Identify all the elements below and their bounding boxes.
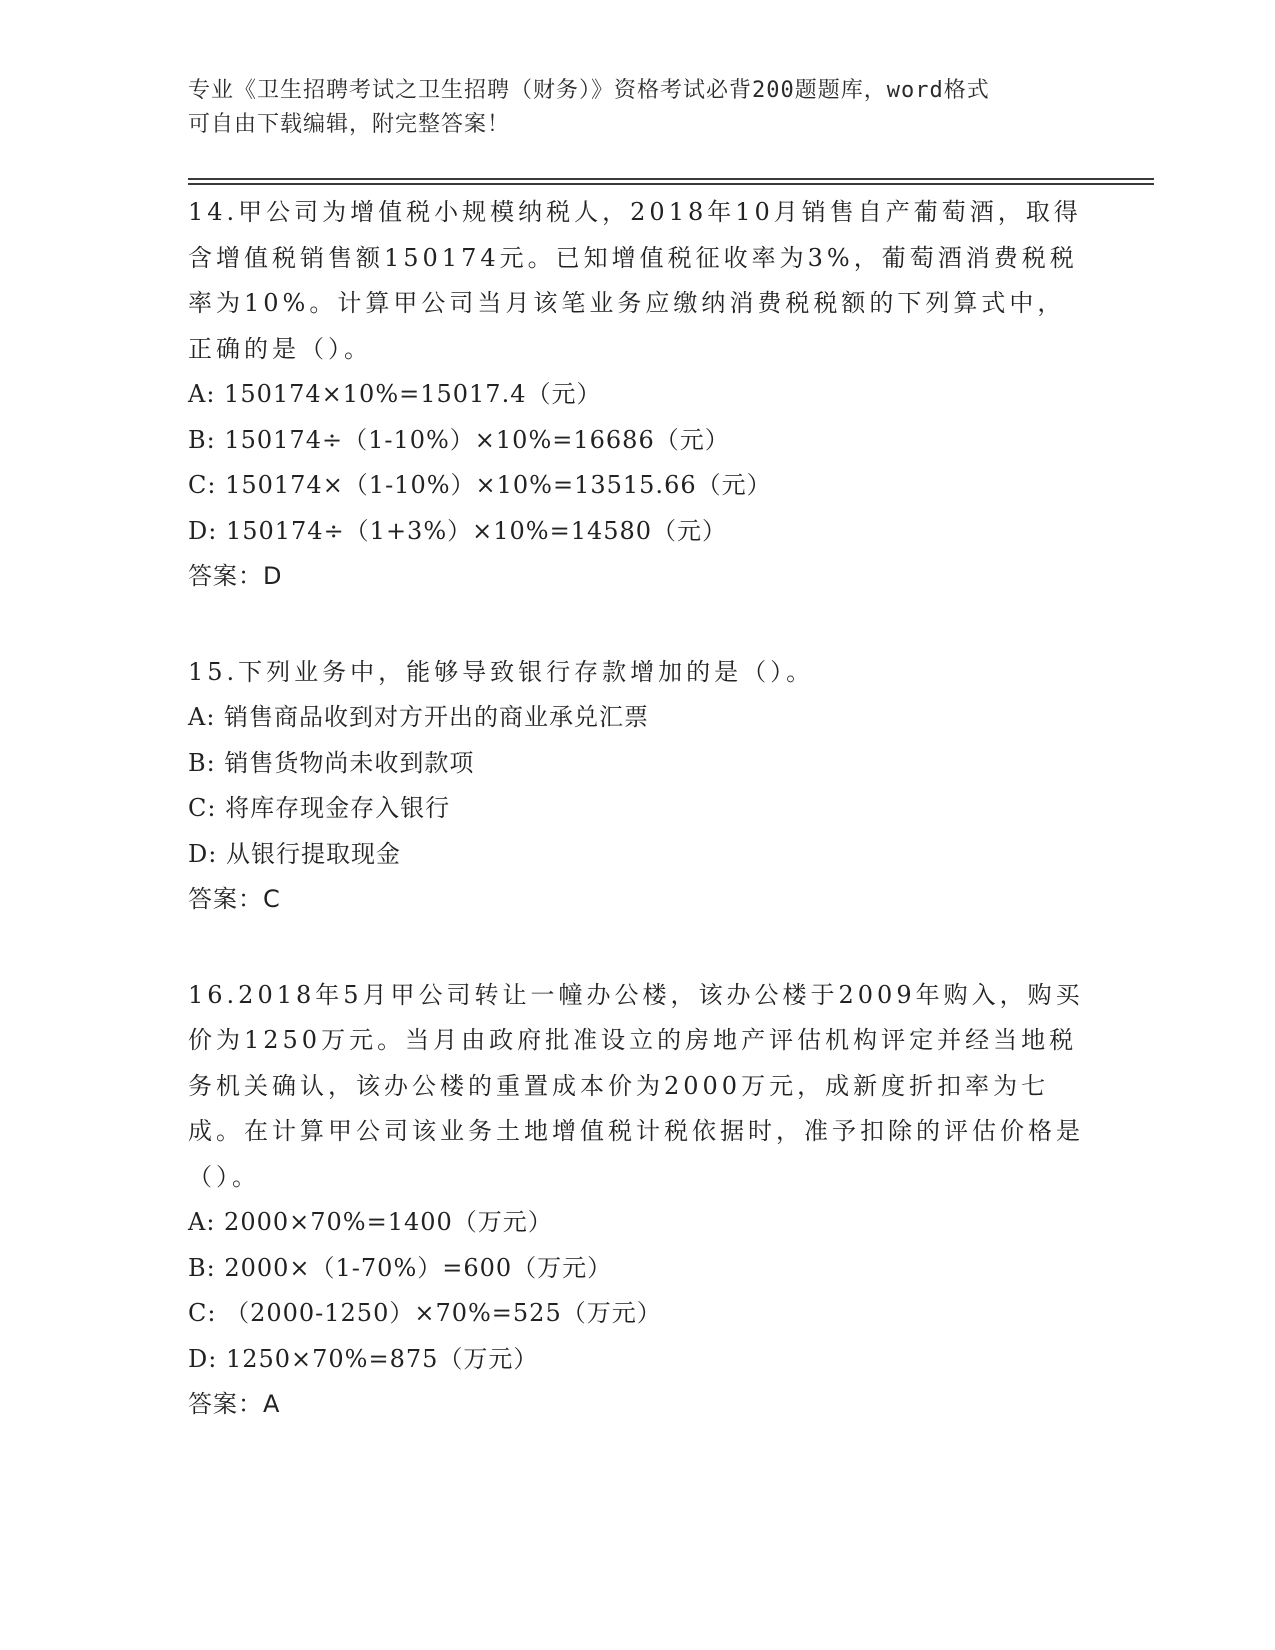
answer-label: 答案：D bbox=[188, 562, 283, 590]
option-d: D: 150174÷（1+3%）×10%=14580（元） bbox=[188, 516, 728, 545]
option-b: B: 150174÷（1-10%）×10%=16686（元） bbox=[188, 425, 730, 454]
header-line-2: 可自由下载编辑，附完整答案！ bbox=[188, 112, 511, 137]
question-15 bbox=[188, 650, 1088, 923]
option-a: A: 销售商品收到对方开出的商业承兑汇票 bbox=[188, 703, 650, 731]
option-b: B: 销售货物尚未收到款项 bbox=[188, 748, 475, 777]
option-d: D: 从银行提取现金 bbox=[188, 839, 401, 868]
question-text: 14.甲公司为增值税小规模纳税人，2018年10月销售自产葡萄酒，取得含增值税销售额150174元。已知增值税征收率为3%，葡萄酒消费税税率为10%。计算甲公司当月该笔业务应缴纳消费税税额的下列算式中，正确的是（）。 bbox=[188, 198, 1082, 363]
document-header bbox=[188, 74, 1088, 142]
header-divider-bottom bbox=[188, 183, 1154, 185]
header-divider-top bbox=[188, 178, 1154, 180]
option-c: C: 150174×（1-10%）×10%=13515.66（元） bbox=[188, 471, 772, 499]
option-c: C: （2000-1250）×70%=525（万元） bbox=[188, 1299, 662, 1327]
question-text: 15.下列业务中，能够导致银行存款增加的是（）。 bbox=[188, 657, 815, 686]
option-a: A: 150174×10%=15017.4（元） bbox=[188, 380, 602, 408]
option-d: D: 1250×70%=875（万元） bbox=[188, 1344, 539, 1373]
question-16 bbox=[188, 973, 1088, 1428]
answer-label: 答案：A bbox=[188, 1390, 281, 1418]
option-b: B: 2000×（1-70%）=600（万元） bbox=[188, 1253, 613, 1282]
answer-label: 答案：C bbox=[188, 885, 281, 913]
header-line-1: 专业《卫生招聘考试之卫生招聘（财务）》资格考试必背200题题库，word格式 bbox=[188, 78, 990, 103]
question-list bbox=[188, 190, 1088, 1478]
option-a: A: 2000×70%=1400（万元） bbox=[188, 1208, 553, 1236]
question-14 bbox=[188, 190, 1088, 600]
question-text: 16.2018年5月甲公司转让一幢办公楼，该办公楼于2009年购入，购买价为1250万元。当月由政府批准设立的房地产评估机构评定并经当地税务机关确认，该办公楼的重置成本价为2000万元，成新度折扣率为七成。在计算甲公司该业务土地增值税计税依据时，准予扣除的评估价格是（）。 bbox=[188, 980, 1084, 1191]
option-c: C: 将库存现金存入银行 bbox=[188, 794, 451, 822]
